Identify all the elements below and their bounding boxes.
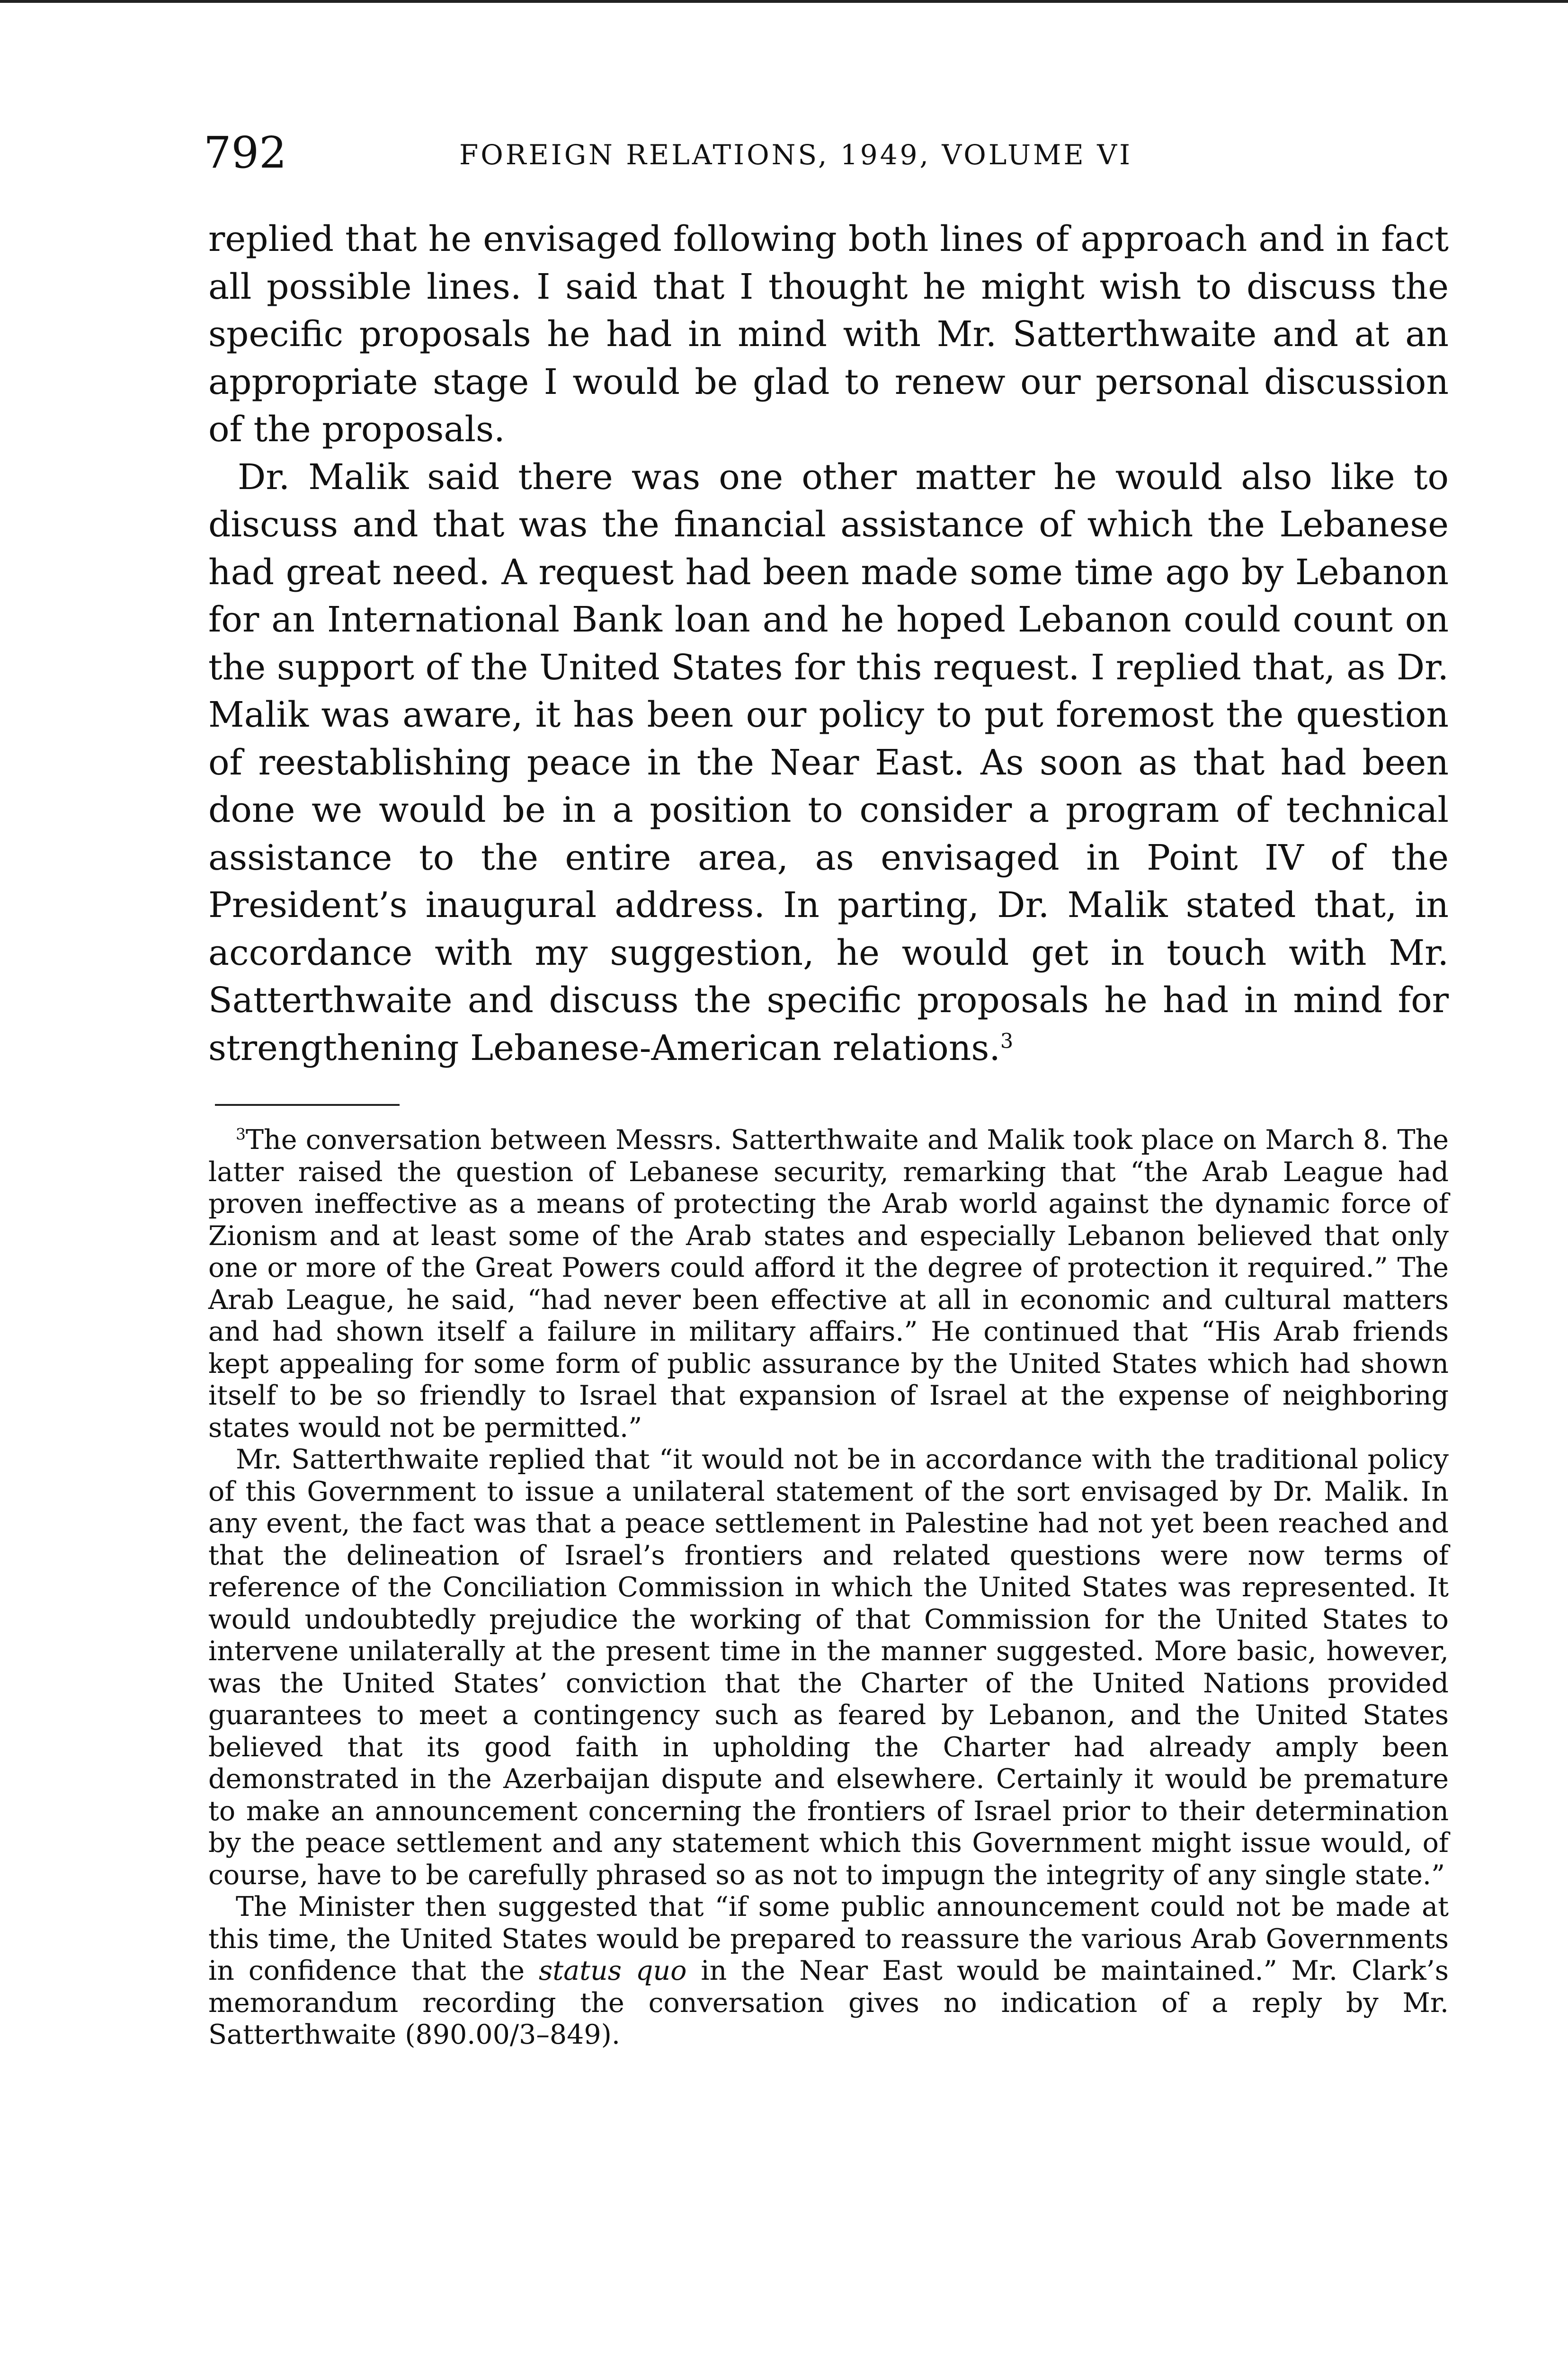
footnote-paragraph: Mr. Satterthwaite replied that “it would not be in accordance with the traditional policy of this Government to issue a unilateral statement of the sort envisaged by Dr. Malik. In any event, the fact was that a peace settlement in Palestine had not yet been reached and that the delineation of Israel’s frontiers and related questions were now terms of reference of the Conciliation Commission in which the United States was represented. It would undoubtedly prejudice the working of that Commission for the United States to intervene unilaterally at the present time in the manner suggested. More basic, however, was the United States’ conviction that the Charter of the United Nations provided guarantees to meet a contingency such as feared by Lebanon, and the United States believed that its good faith in upholding the Charter had already amply been demonstrated in the Azerbaijan dispute and elsewhere. Certainly it would be premature to make an announcement concerning the frontiers of Israel prior to their determination by the peace settlement and any statement which this Government might issue would, of course, have to be carefully phrased so as not to impugn the integrity of any single state.”	[208, 1444, 1449, 1891]
body-paragraph-text: Dr. Malik said there was one other matter he would also like to discuss and that was the financial assistance of which the Lebanese had great need. A request had been made some time ago by Lebanon for an International Bank loan and he hoped Lebanon could count on the support of the United States for this request. I replied that, as Dr. Malik was aware, it has been our policy to put foremost the question of reestablishing peace in the Near East. As soon as that had been done we would be in a position to consider a program of technical assistance to the entire area, as envisaged in Point IV of the President’s inaugural address. In parting, Dr. Malik stated that, in accordance with my suggestion, he would get in touch with Mr. Satterthwaite and discuss the specific proposals he had in mind for strengthening Lebanese-American relations.	[208, 456, 1449, 1068]
footnote-paragraph	[208, 1891, 1449, 2051]
main-text	[208, 215, 1449, 1072]
page-number: 792	[204, 127, 287, 178]
footnote-reference: 3	[1000, 1029, 1014, 1053]
top-rule	[0, 0, 1568, 3]
footnote-divider	[215, 1104, 400, 1106]
running-head: FOREIGN RELATIONS, 1949, VOLUME VI	[459, 139, 1132, 171]
footnote-text: The conversation between Messrs. Satterthwaite and Malik took place on March 8. The latter raised the question of Lebanese security, remarking that “the Arab League had proven ineffective as a means of protecting the Arab world against the dynamic force of Zionism and at least some of the Arab states and especially Lebanon believed that only one or more of the Great Powers could afford it the degree of protection it required.” The Arab League, he said, “had never been effective at all in economic and cultural matters and had shown itself a failure in military affairs.” He continued that “His Arab friends kept appealing for some form of public assurance by the United States which had shown itself to be so friendly to Israel that expansion of Israel at the expense of neighboring states would not be permitted.”	[208, 1124, 1449, 1443]
footnote	[208, 1124, 1449, 2051]
footnote-text: in the Near East would be maintained.” Mr. Clark’s memorandum recording the conversation gives no indication of a reply by Mr. Satterthwaite (890.00/3–849).	[208, 1955, 1449, 2050]
footnote-marker: 3	[236, 1125, 246, 1143]
body-paragraph: replied that he envisaged following both lines of approach and in fact all possible lines. I said that I thought he might wish to discuss the specific proposals he had in mind with Mr. Satterthwaite and at an appropriate stage I would be glad to renew our personal discussion of the proposals.	[208, 219, 1449, 450]
footnote-text: The Minister then suggested that “if some public announcement could not be made at this time, the United States would be prepared to reassure the various Arab Governments in confidence that the	[208, 1891, 1449, 1986]
page-header	[204, 127, 1458, 179]
body-paragraph	[208, 454, 1449, 1072]
italic-phrase: status quo	[539, 1955, 687, 1986]
footnote-paragraph	[208, 1124, 1449, 1444]
